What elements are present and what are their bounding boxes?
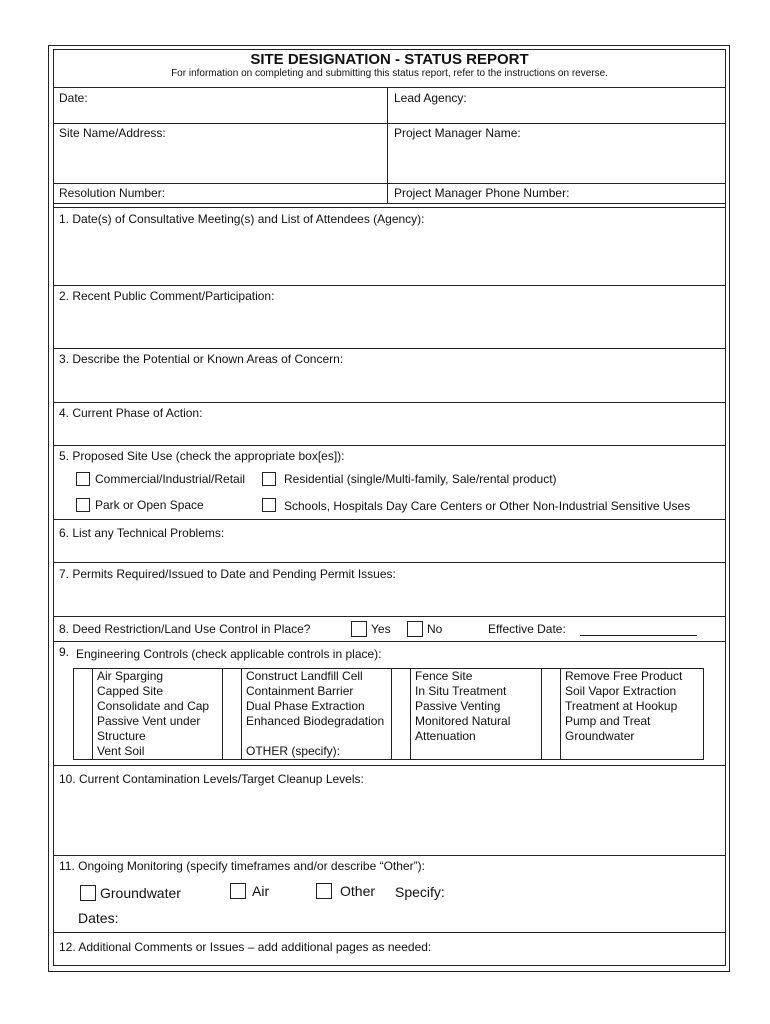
commercial-checkbox[interactable] — [76, 472, 90, 486]
vent-soil-checkbox[interactable] — [74, 744, 93, 760]
divider — [387, 87, 388, 203]
section-11-label: 11. Ongoing Monitoring (specify timeframes and/or describe “Other”): — [59, 859, 425, 873]
engineering-option: Containment Barrier — [242, 684, 392, 699]
residential-label: Residential (single/Multi-family, Sale/rental product) — [284, 472, 557, 486]
divider — [53, 616, 726, 617]
divider — [53, 348, 726, 349]
engineering-option: Pump and Treat Groundwater — [561, 714, 704, 744]
divider — [53, 87, 726, 88]
engineering-option: Passive Venting — [411, 699, 542, 714]
containment-barrier-checkbox[interactable] — [223, 684, 242, 699]
dates-label: Dates: — [78, 910, 119, 926]
deed-yes-checkbox[interactable] — [351, 621, 367, 637]
fence-site-checkbox[interactable] — [392, 669, 411, 685]
effective-date-input[interactable] — [580, 635, 697, 636]
divider — [53, 183, 726, 184]
schools-checkbox[interactable] — [262, 498, 276, 512]
divider — [53, 203, 726, 204]
divider — [53, 207, 726, 208]
divider — [53, 445, 726, 446]
other-specify-checkbox[interactable] — [223, 744, 242, 760]
section-4-label: 4. Current Phase of Action: — [59, 406, 203, 420]
remove-free-product-checkbox[interactable] — [542, 669, 561, 685]
engineering-option: Passive Vent under Structure — [93, 714, 223, 744]
empty-cell — [411, 744, 542, 760]
engineering-option: Air Sparging — [93, 669, 223, 685]
project-manager-phone-field[interactable]: Project Manager Phone Number: — [394, 186, 570, 200]
divider — [53, 932, 726, 933]
section-2-label: 2. Recent Public Comment/Participation: — [59, 289, 275, 303]
section-8-label: 8. Deed Restriction/Land Use Control in Place? — [59, 622, 311, 636]
deed-no-label: No — [427, 622, 443, 636]
groundwater-checkbox[interactable] — [80, 885, 96, 901]
in-situ-treatment-checkbox[interactable] — [392, 684, 411, 699]
air-label: Air — [252, 883, 270, 899]
divider — [53, 402, 726, 403]
passive-venting-checkbox[interactable] — [392, 699, 411, 714]
engineering-option: Vent Soil — [93, 744, 223, 760]
other-label: Other — [340, 883, 376, 899]
engineering-option: Consolidate and Cap — [93, 699, 223, 714]
passive-vent-checkbox[interactable] — [74, 714, 93, 744]
project-manager-name-field[interactable]: Project Manager Name: — [394, 126, 521, 140]
empty-cell — [561, 744, 704, 760]
empty-cell — [542, 744, 561, 760]
section-3-label: 3. Describe the Potential or Known Areas of Concern: — [59, 352, 344, 366]
engineering-option: Remove Free Product — [561, 669, 704, 685]
engineering-controls-table — [73, 668, 704, 760]
divider — [53, 285, 726, 286]
schools-label: Schools, Hospitals Day Care Centers or Other Non-Industrial Sensitive Uses — [284, 499, 691, 513]
park-label: Park or Open Space — [95, 498, 204, 512]
divider — [53, 765, 726, 766]
resolution-number-field[interactable]: Resolution Number: — [59, 186, 166, 200]
divider — [53, 519, 726, 520]
divider — [53, 562, 726, 563]
engineering-option: In Situ Treatment — [411, 684, 542, 699]
divider — [53, 855, 726, 856]
treatment-hookup-checkbox[interactable] — [542, 699, 561, 714]
form-title: SITE DESIGNATION - STATUS REPORT — [250, 51, 529, 68]
soil-vapor-extraction-checkbox[interactable] — [542, 684, 561, 699]
monitored-attenuation-checkbox[interactable] — [392, 714, 411, 744]
engineering-option: Construct Landfill Cell — [242, 669, 392, 685]
lead-agency-field[interactable]: Lead Agency: — [394, 91, 467, 105]
section-9-label: Engineering Controls (check applicable controls in place): — [76, 647, 382, 661]
other-checkbox[interactable] — [316, 883, 332, 899]
section-10-label: 10. Current Contamination Levels/Target Cleanup Levels: — [59, 772, 364, 786]
pump-treat-checkbox[interactable] — [542, 714, 561, 744]
residential-checkbox[interactable] — [262, 472, 276, 486]
park-checkbox[interactable] — [76, 498, 90, 512]
engineering-option: Fence Site — [411, 669, 542, 685]
empty-cell — [392, 744, 411, 760]
commercial-label: Commercial/Industrial/Retail — [95, 472, 246, 486]
section-6-label: 6. List any Technical Problems: — [59, 526, 225, 540]
enhanced-biodegradation-checkbox[interactable] — [223, 714, 242, 744]
section-12-label: 12. Additional Comments or Issues – add additional pages as needed: — [59, 940, 432, 954]
engineering-option: Dual Phase Extraction — [242, 699, 392, 714]
divider — [53, 641, 726, 642]
deed-yes-label: Yes — [371, 622, 391, 636]
date-field[interactable]: Date: — [59, 91, 88, 105]
section-5-label: 5. Proposed Site Use (check the appropriate box[es]): — [59, 449, 345, 463]
form-subtitle: For information on completing and submitting this status report, refer to the instructions on reverse. — [171, 68, 608, 79]
engineering-option: OTHER (specify): — [242, 744, 392, 760]
deed-no-checkbox[interactable] — [407, 621, 423, 637]
construct-landfill-checkbox[interactable] — [223, 669, 242, 685]
engineering-option: Soil Vapor Extraction — [561, 684, 704, 699]
dual-phase-checkbox[interactable] — [223, 699, 242, 714]
groundwater-label: Groundwater — [100, 885, 181, 901]
consolidate-cap-checkbox[interactable] — [74, 699, 93, 714]
section-1-label: 1. Date(s) of Consultative Meeting(s) and List of Attendees (Agency): — [59, 212, 425, 226]
air-checkbox[interactable] — [230, 883, 246, 899]
section-7-label: 7. Permits Required/Issued to Date and Pending Permit Issues: — [59, 567, 396, 581]
air-sparging-checkbox[interactable] — [74, 669, 93, 685]
engineering-option: Enhanced Biodegradation — [242, 714, 392, 744]
section-9-number: 9. — [59, 645, 70, 659]
specify-label: Specify: — [395, 884, 445, 900]
engineering-option: Treatment at Hookup — [561, 699, 704, 714]
effective-date-label: Effective Date: — [488, 622, 566, 636]
engineering-option: Monitored Natural Attenuation — [411, 714, 542, 744]
divider — [53, 123, 726, 124]
capped-site-checkbox[interactable] — [74, 684, 93, 699]
engineering-option: Capped Site — [93, 684, 223, 699]
site-name-field[interactable]: Site Name/Address: — [59, 126, 166, 140]
